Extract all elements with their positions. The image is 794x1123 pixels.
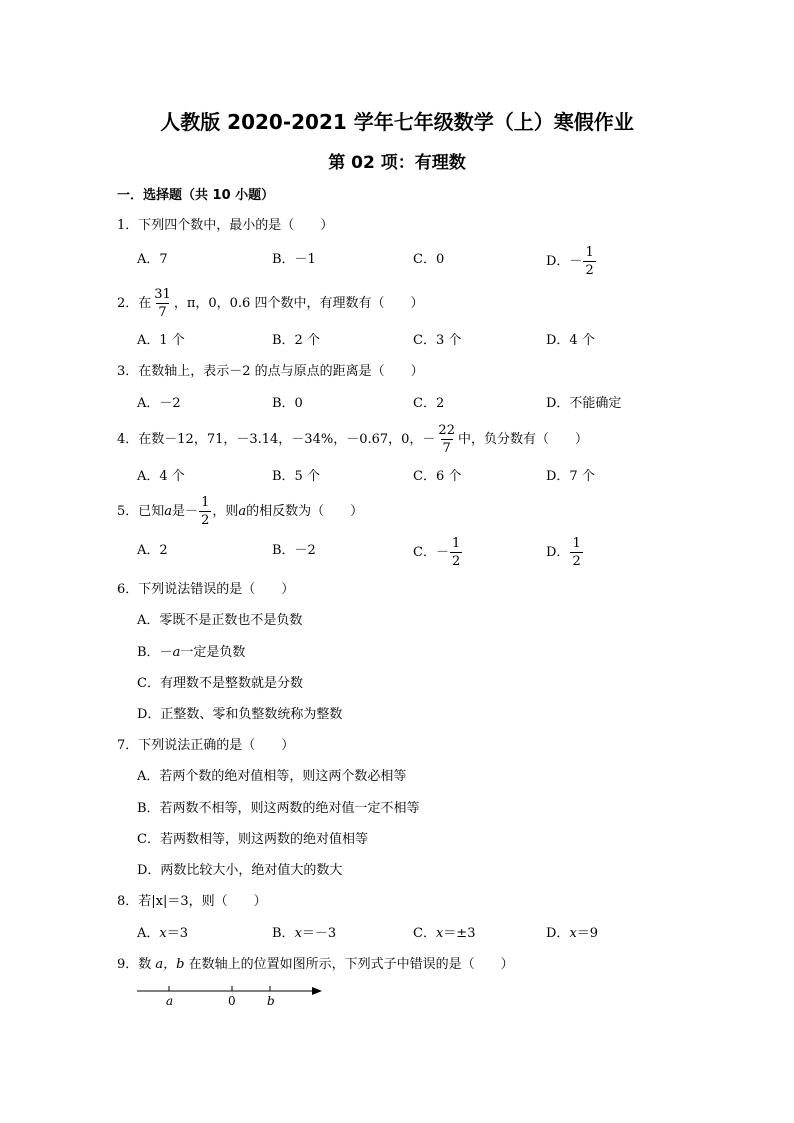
q4-option-d: D．7 个 <box>546 469 595 484</box>
q7-option-a: A．若两个数的绝对值相等，则这两个数必相等 <box>137 769 407 784</box>
q6-option-b: B．－a一定是负数 <box>137 645 246 660</box>
page-title: 人教版 2020-2021 学年七年级数学（上）寒假作业 <box>160 110 634 134</box>
q1-option-d: D．－ $\frac{1}{2}$ <box>546 245 594 278</box>
q6-option-a: A．零既不是正数也不是负数 <box>137 613 303 628</box>
question-7: 7．下列说法正确的是（ ） <box>117 738 295 753</box>
fraction: $\frac{1}{2}$ <box>451 536 461 569</box>
label-b: b <box>267 994 275 1008</box>
question-4: 4．在数－12，71，－3.14，－34%，－0.67，0，－ $\frac{22}{7}$ 中，负分数有（ ） <box>117 423 588 456</box>
question-2: 2．在 $\frac{31}{7}$ ，π，0，0.6 四个数中，有理数有（ ） <box>117 287 424 320</box>
q5-option-b: B．－2 <box>272 543 316 558</box>
q5-option-a: A．2 <box>137 543 168 558</box>
q3-option-d: D．不能确定 <box>546 396 622 411</box>
q8-option-b: B．x＝－3 <box>272 926 337 941</box>
q1-option-a: A．7 <box>137 252 168 267</box>
axis-arrow-icon <box>312 987 322 995</box>
q7-option-b: B．若两数不相等，则这两数的绝对值一定不相等 <box>137 801 420 816</box>
q4-option-a: A．4 个 <box>137 469 185 484</box>
q7-option-c: C．若两数相等，则这两数的绝对值相等 <box>137 832 368 847</box>
page-subtitle: 第 02 项：有理数 <box>328 153 466 173</box>
q8-option-d: D．x＝9 <box>546 926 599 941</box>
fraction: $\frac{1}{2}$ <box>201 495 210 528</box>
fraction: $\frac{1}{2}$ <box>572 536 581 569</box>
question-8: 8．若|x|＝3，则（ ） <box>117 894 267 909</box>
fraction: $\frac{31}{7}$ <box>154 287 171 320</box>
number-line-figure <box>0 975 794 1035</box>
q6-option-c: C．有理数不是整数就是分数 <box>137 676 303 691</box>
q1-option-c: C．0 <box>413 252 445 267</box>
fraction: $\frac{1}{2}$ <box>585 245 594 278</box>
q4-option-b: B．5 个 <box>272 469 320 484</box>
q5-option-d: D． $\frac{1}{2}$ <box>546 536 581 569</box>
q8-option-c: C．x＝±3 <box>413 926 476 941</box>
q2-option-a: A．1 个 <box>137 333 185 348</box>
q8-option-a: A．x＝3 <box>137 926 189 941</box>
q2-option-b: B．2 个 <box>272 333 320 348</box>
label-0: 0 <box>228 994 236 1008</box>
section-heading: 一．选择题（共 10 小题） <box>117 188 275 203</box>
q1-option-b: B．－1 <box>272 252 316 267</box>
q7-option-d: D．两数比较大小，绝对值大的数大 <box>137 863 343 878</box>
q3-option-a: A．－2 <box>137 396 181 411</box>
q4-option-c: C．6 个 <box>413 469 462 484</box>
question-6: 6．下列说法错误的是（ ） <box>117 582 295 597</box>
q6-option-d: D．正整数、零和负整数统称为整数 <box>137 707 343 722</box>
q3-option-c: C．2 <box>413 396 445 411</box>
question-3: 3．在数轴上，表示－2 的点与原点的距离是（ ） <box>117 364 424 379</box>
fraction: $\frac{22}{7}$ <box>438 423 455 456</box>
question-9: 9．数 a，b 在数轴上的位置如图所示，下列式子中错误的是（ ） <box>117 957 514 972</box>
q5-option-c: C．－ $\frac{1}{2}$ <box>413 536 461 569</box>
q2-option-d: D．4 个 <box>546 333 595 348</box>
q3-option-b: B．0 <box>272 396 303 411</box>
question-1: 1．下列四个数中，最小的是（ ） <box>117 218 334 233</box>
question-5: 5．已知a是－ $\frac{1}{2}$ ，则a的相反数为（ ） <box>117 495 364 528</box>
q2-option-c: C．3 个 <box>413 333 462 348</box>
label-a: a <box>166 994 174 1008</box>
